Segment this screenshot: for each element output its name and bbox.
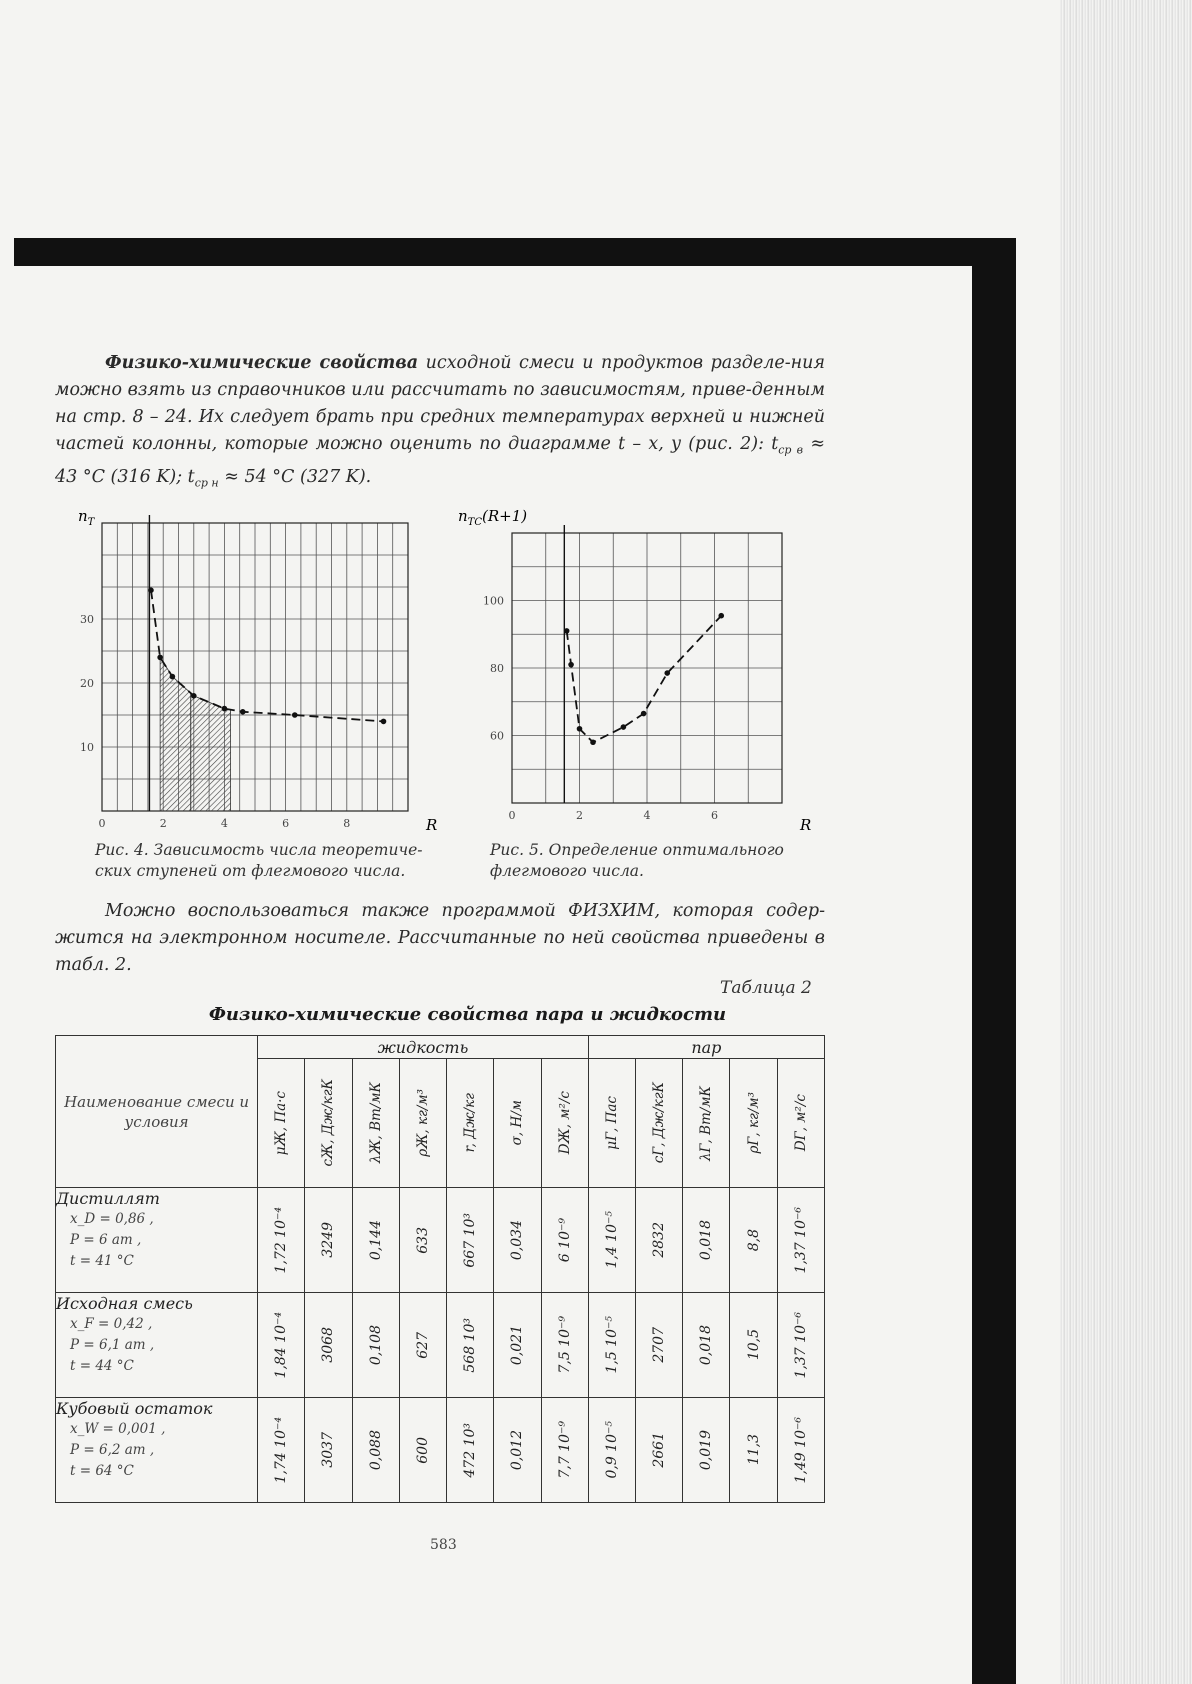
column-header: σ, Н/м xyxy=(494,1059,541,1188)
row-condition: P = 6,2 ат , xyxy=(70,1442,155,1458)
data-point xyxy=(664,670,670,676)
x-tick-label: 4 xyxy=(643,809,651,822)
table-cell: 6 10⁻⁹ xyxy=(541,1188,588,1293)
data-point xyxy=(590,739,596,745)
table-cell: 472 10³ xyxy=(447,1398,494,1503)
row-conditions xyxy=(56,1398,258,1503)
table-cell: 568 10³ xyxy=(447,1293,494,1398)
x-tick-label: 6 xyxy=(711,809,718,822)
table-cell: 1,49 10⁻⁶ xyxy=(777,1398,824,1503)
scan-edge xyxy=(1060,0,1192,1684)
x-tick-label: 8 xyxy=(343,817,351,830)
figure-4-svg xyxy=(70,505,440,835)
table-cell: 0,088 xyxy=(352,1398,399,1503)
column-header: ρЖ, кг/м³ xyxy=(399,1059,446,1188)
table-cell: 0,021 xyxy=(494,1293,541,1398)
table-cell: 1,84 10⁻⁴ xyxy=(258,1293,305,1398)
row-name: Кубовый остаток xyxy=(56,1399,213,1418)
column-header: r, Дж/кг xyxy=(447,1059,494,1188)
properties-table xyxy=(55,1035,825,1503)
table-cell: 11,3 xyxy=(730,1398,777,1503)
figure-5-caption: Рис. 5. Определение оптимального флегмового числа. xyxy=(490,841,784,880)
table-cell: 0,034 xyxy=(494,1188,541,1293)
table-cell: 2832 xyxy=(636,1188,683,1293)
table-cell: 0,012 xyxy=(494,1398,541,1503)
column-header: DЖ, м²/с xyxy=(541,1059,588,1188)
y-tick-label: 10 xyxy=(80,741,94,754)
table-cell: 3037 xyxy=(305,1398,352,1503)
row-condition: P = 6,1 ат , xyxy=(70,1337,155,1353)
data-point xyxy=(148,587,154,593)
table-cell: 3249 xyxy=(305,1188,352,1293)
data-point xyxy=(621,724,627,730)
table-cell: 0,108 xyxy=(352,1293,399,1398)
figure-5-svg xyxy=(458,505,820,835)
row-conditions xyxy=(56,1188,258,1293)
table-cell: 0,144 xyxy=(352,1188,399,1293)
x-tick-label: 0 xyxy=(508,809,516,822)
column-header: cГ, Дж/кгК xyxy=(636,1059,683,1188)
row-condition: x_D = 0,86 , xyxy=(70,1211,154,1227)
row-condition: t = 44 °C xyxy=(70,1358,134,1374)
data-point xyxy=(170,674,176,680)
table-cell: 2661 xyxy=(636,1398,683,1503)
x-tick-label: 0 xyxy=(98,817,106,830)
table-cell: 0,019 xyxy=(683,1398,730,1503)
table-cell: 7,5 10⁻⁹ xyxy=(541,1293,588,1398)
fig5-ylabel: $n_{ТС}(R+1)$ xyxy=(458,507,528,528)
y-tick-label: 20 xyxy=(80,677,94,690)
data-point xyxy=(191,693,197,699)
data-point xyxy=(292,712,298,718)
data-point xyxy=(564,628,570,634)
table-cell: 7,7 10⁻⁹ xyxy=(541,1398,588,1503)
figure-4-caption: Рис. 4. Зависимость числа теоретиче-ских ступеней от флегмового числа. xyxy=(95,841,423,880)
data-point xyxy=(577,726,583,732)
table-row xyxy=(56,1398,825,1503)
table-cell: 627 xyxy=(399,1293,446,1398)
figure-5-chart xyxy=(458,505,820,835)
table-cell: 0,018 xyxy=(683,1188,730,1293)
y-tick-label: 30 xyxy=(80,613,94,626)
data-point xyxy=(381,719,387,725)
y-tick-label: 100 xyxy=(483,594,504,608)
figure-4-chart xyxy=(70,505,440,835)
data-point xyxy=(240,709,246,715)
paragraph-program: Можно воспользоваться также программой ФИЗХИМ, которая содер-жится на электронном носителе. Рассчитанные по ней свойства приведены в табл. 2. xyxy=(55,901,825,975)
table-header-vapor: пар xyxy=(588,1036,824,1059)
x-tick-label: 2 xyxy=(576,809,583,822)
row-condition: P = 6 ат , xyxy=(70,1232,142,1248)
table-row xyxy=(56,1293,825,1398)
table-cell: 2707 xyxy=(636,1293,683,1398)
row-condition: x_W = 0,001 , xyxy=(70,1421,166,1437)
data-point xyxy=(222,706,228,712)
table-cell: 0,9 10⁻⁵ xyxy=(588,1398,635,1503)
table-cell: 1,5 10⁻⁵ xyxy=(588,1293,635,1398)
table-header-name: Наименование смеси и условия xyxy=(56,1036,258,1188)
fig5-xlabel: R xyxy=(800,816,812,834)
table-cell: 1,4 10⁻⁵ xyxy=(588,1188,635,1293)
table-number: Таблица 2 xyxy=(720,978,812,998)
row-condition: t = 64 °C xyxy=(70,1463,134,1479)
data-point xyxy=(568,662,574,668)
table-cell: 8,8 xyxy=(730,1188,777,1293)
table-cell: 3068 xyxy=(305,1293,352,1398)
column-header: DГ, м²/с xyxy=(777,1059,824,1188)
table-cell: 1,37 10⁻⁶ xyxy=(777,1188,824,1293)
bold-term: Физико-химические свойства xyxy=(105,353,419,373)
x-tick-label: 4 xyxy=(220,817,228,830)
row-conditions xyxy=(56,1293,258,1398)
column-header: μЖ, Па·с xyxy=(258,1059,305,1188)
paragraph-properties: Физико-химические свойства исходной смеси и продуктов разделе-ния можно взять из справочников или рассчитать по зависимостям, приве-денным на стр. 8 – 24. Их следует брать при средних температурах верхней и нижней частей колонны, которые можно оценить по диаграмме t – x, y (рис. 2): $t_{ср в} \approx 43$ °C (316 K); $t_{ср н} \approx 54$ °C (327 K). xyxy=(55,353,826,489)
table-cell: 1,37 10⁻⁶ xyxy=(777,1293,824,1398)
table-cell: 1,72 10⁻⁴ xyxy=(258,1188,305,1293)
row-condition: x_F = 0,42 , xyxy=(70,1316,153,1332)
fig4-xlabel: R xyxy=(426,816,438,834)
x-tick-label: 2 xyxy=(159,817,167,830)
table-row xyxy=(56,1188,825,1293)
column-header: μГ, Пас xyxy=(588,1059,635,1188)
column-header: λГ, Вт/мК xyxy=(683,1059,730,1188)
x-tick-label: 6 xyxy=(282,817,290,830)
y-tick-label: 60 xyxy=(490,729,504,743)
data-point xyxy=(157,655,163,661)
series-line xyxy=(567,616,722,743)
column-header: cЖ, Дж/кгК xyxy=(305,1059,352,1188)
row-name: Дистиллят xyxy=(56,1189,160,1208)
table-cell: 667 10³ xyxy=(447,1188,494,1293)
data-point xyxy=(718,613,724,619)
column-header: ρГ, кг/м³ xyxy=(730,1059,777,1188)
table-cell: 10,5 xyxy=(730,1293,777,1398)
scan-right-shadow xyxy=(972,238,1016,1684)
table-header-liquid: жидкость xyxy=(258,1036,589,1059)
table-cell: 600 xyxy=(399,1398,446,1503)
shaded-region xyxy=(160,657,230,811)
column-header: λЖ, Вт/мК xyxy=(352,1059,399,1188)
table-cell: 633 xyxy=(399,1188,446,1293)
fig4-ylabel: $n_Т$ xyxy=(78,507,95,528)
row-name: Исходная смесь xyxy=(56,1294,193,1313)
table-cell: 0,018 xyxy=(683,1293,730,1398)
table-cell: 1,74 10⁻⁴ xyxy=(258,1398,305,1503)
data-point xyxy=(641,711,647,717)
y-tick-label: 80 xyxy=(490,662,504,675)
scan-top-shadow xyxy=(14,238,1014,266)
table-title: Физико-химические свойства пара и жидкости xyxy=(208,1004,727,1025)
row-condition: t = 41 °C xyxy=(70,1253,134,1269)
page-number: 583 xyxy=(430,1537,457,1553)
